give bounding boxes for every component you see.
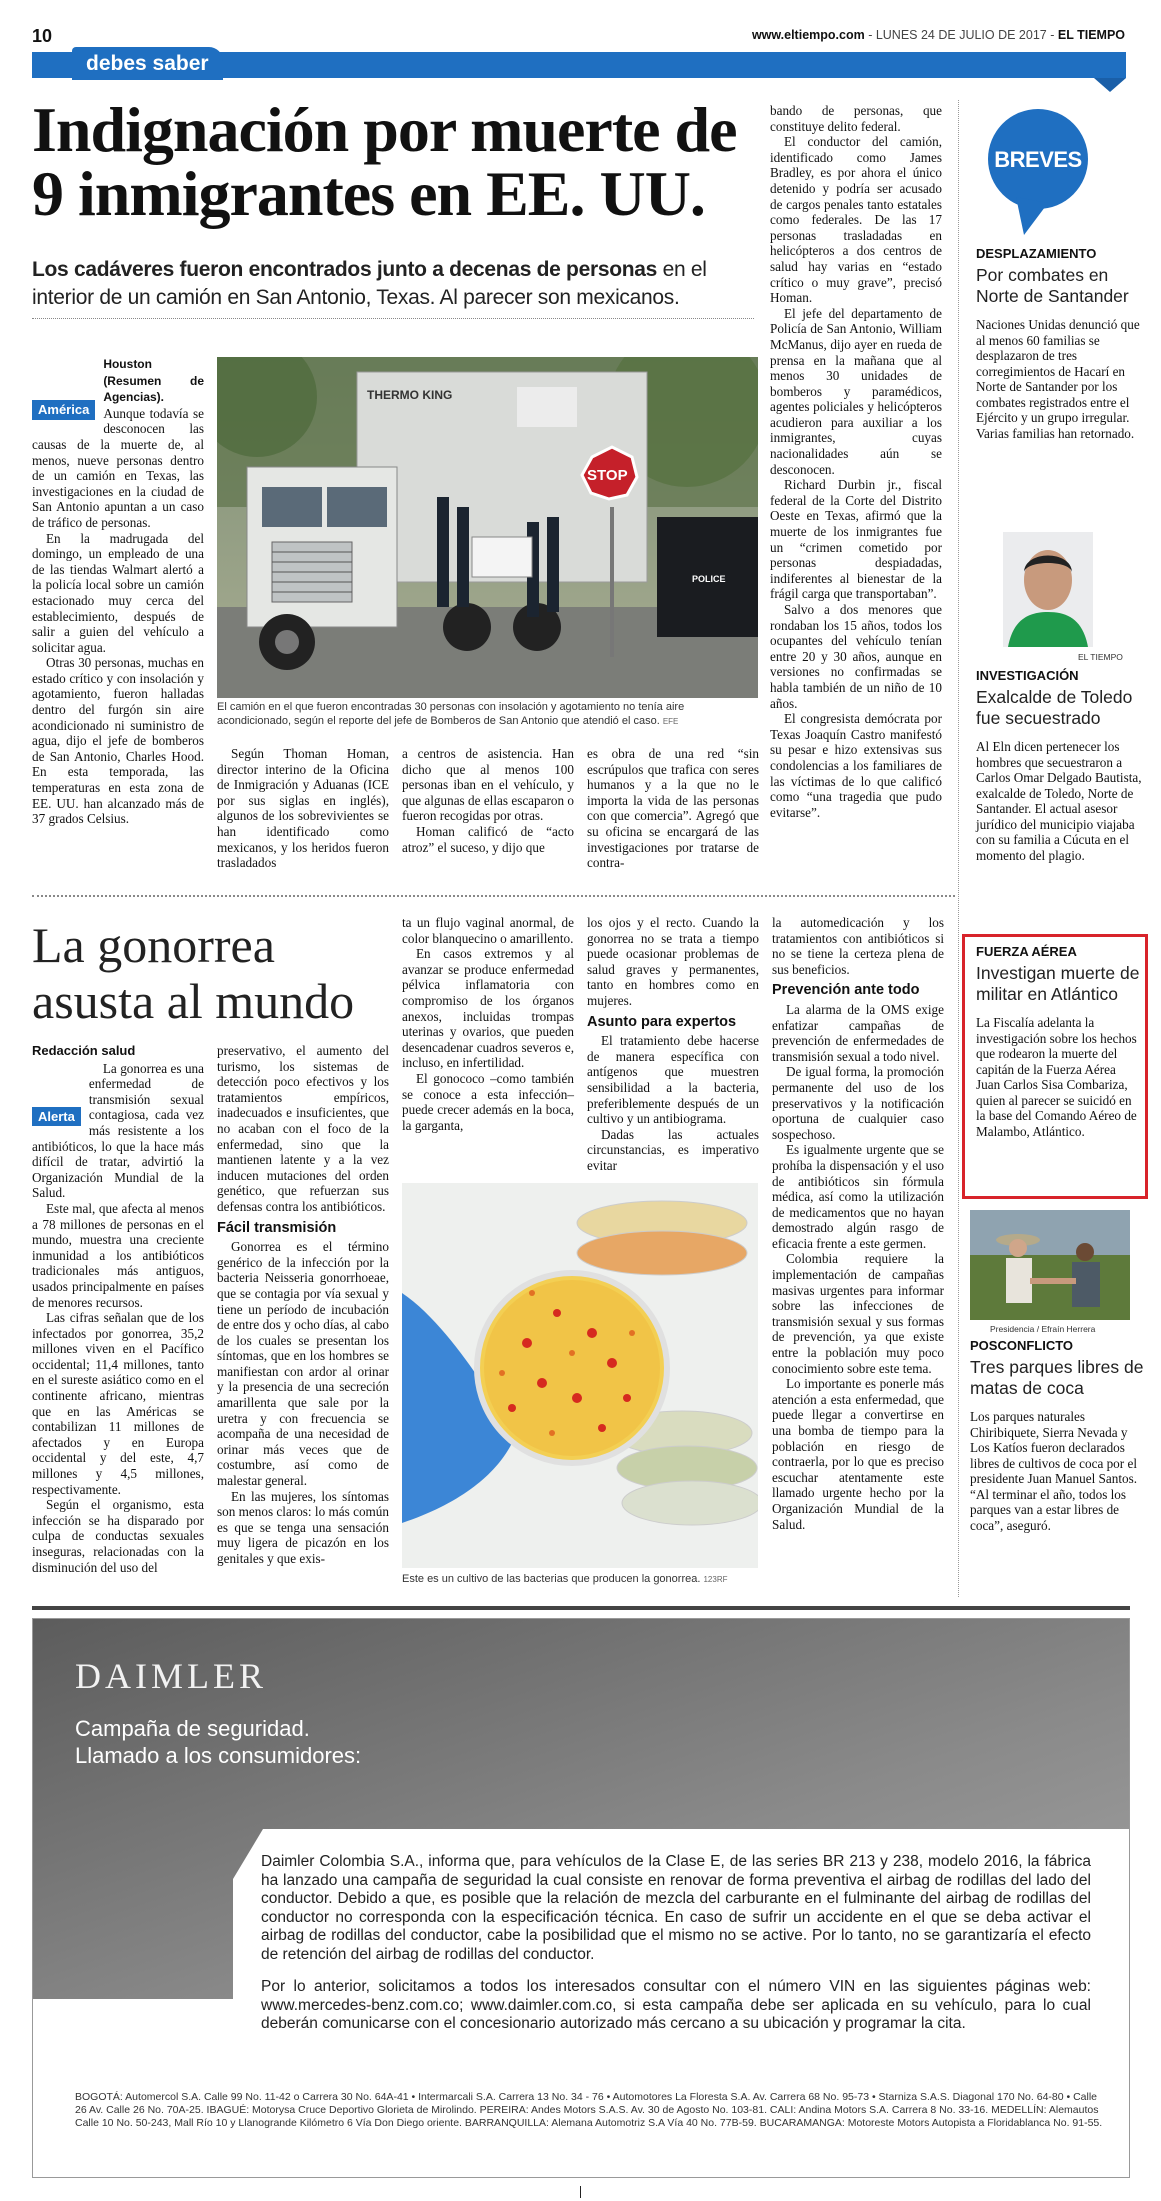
article1-right-p2: El conductor del camión, identificado como James Bradley, es por ahora el único detenido y podría ser acusado de cargos penales tanto estatales como federales. De las 17 personas trasladadas en helicópteros a dos centros de salud hay varias en “estado crítico o muy grave”, precisó Homan. xyxy=(770,134,942,306)
brief-4-title[interactable]: Tres parques libres de matas de coca xyxy=(970,1357,1144,1398)
article2-headline xyxy=(32,917,354,1029)
article2-col4-p2: El tratamiento debe hacerse de manera específica con antígenos que muestren sensibilidad a la bacteria, preferiblemente después de un cultivo y un antibiograma. xyxy=(587,1033,759,1127)
police-car-text: POLICE xyxy=(692,574,726,584)
article-divider xyxy=(32,895,955,897)
section-bar-arrow xyxy=(1094,78,1126,92)
article2-col3-p3: El gonococo –como también se conoce a esta infección– puede crecer además en la boca, la garganta, xyxy=(402,1070,574,1133)
article2-col2-p3: En las mujeres, los síntomas son menos claros: lo más común es que se tenga una sensación muy ligera de picazón en los genitales y que exis- xyxy=(217,1488,389,1566)
brief-3-body: La Fiscalía adelanta la investigación sobre los hechos que rodearon la muerte del capitán de la Fuerza Aérea Juan Carlos Sisa Combariza, quien al parecer se suicidó en la base del Comando Aéreo de Malambo, Atlántico. xyxy=(976,1015,1137,1139)
section-title: debes saber xyxy=(86,52,209,75)
brief-3-title[interactable]: Investigan muerte de militar en Atlántico xyxy=(976,963,1140,1004)
brief-1-category: DESPLAZAMIENTO xyxy=(976,246,1097,261)
article2-col5-p2: La alarma de la OMS exige enfatizar campañas de prevención de enfermedades de transmisión sexual a todo nivel. xyxy=(772,1001,944,1064)
article1-photo-caption xyxy=(217,701,758,728)
article1-dateline: Houston (Resumen de Agencias). xyxy=(103,357,204,405)
brief-1 xyxy=(976,246,1152,441)
article1-col1-p2: En la madrugada del domingo, un empleado de una de las tiendas Walmart alertó a la policía local sobre un camión estacionado muy cerca del establecimiento, después de salir a guien del vehículo a solicitar agua. xyxy=(32,530,204,655)
article1-right-p5: Salvo a dos menores que rondaban los 15 años, todos los ocupantes del vehículo tenían entre 20 y 30 años, aunque en versiones no confirmadas se habla también de un niño de 10 años. xyxy=(770,602,942,711)
brief-2 xyxy=(976,668,1152,863)
article1-col1-text1: Aunque todavía se desconocen las causas de la muerte de, al menos, nueve personas dentro de un camión en Texas, las investigaciones en la ciudad de San Antonio apuntan a un caso de tráfico de personas. xyxy=(32,405,204,530)
article1-deck-rule xyxy=(32,318,754,319)
article1-right-p4: Richard Durbin jr., fiscal federal de la Corte del Distrito Oeste en Texas, afirmó que la muerte de los inmigrantes fue un “crimen cometido por personas despiadadas, indiferentes al bienestar de la frágil carga que transportaban”. xyxy=(770,477,942,602)
article1-col1-p1 xyxy=(32,356,204,531)
article2-col1-p4: Según el organismo, esta infección se ha disparado por culpa de conductas sexuales inseguras, relacionadas con la disminución del uso del xyxy=(32,1497,204,1575)
brief-4-category: POSCONFLICTO xyxy=(970,1338,1074,1353)
article1-caption-credit: EFE xyxy=(662,716,679,726)
brief-2-title[interactable]: Exalcalde de Toledo fue secuestrado xyxy=(976,687,1133,728)
article1-headline xyxy=(32,94,737,229)
article2-headline-line1: La gonorrea xyxy=(32,917,275,973)
article1-caption-text: El camión en el que fueron encontradas 30 personas con insolación y agotamiento no tenía aire acondicionado, según el reporte del jefe de Bomberos de San Antonio que atendió el caso. xyxy=(217,701,685,727)
article1-col2 xyxy=(217,746,389,871)
article2-col5-p3: De igual forma, la promoción permanente del uso de los preservativos y la notificación oportuna de cualquier caso sospechoso. xyxy=(772,1064,944,1142)
brief-2-photo-portrait xyxy=(1003,532,1093,647)
article2-col5 xyxy=(772,915,944,1532)
article2-byline: Redacción salud xyxy=(32,1043,136,1058)
article2-col2-p2: Gonorrea es el término genérico de la infección por la bacteria Neisseria gonorrhoeae, que se contagia por vía sexual y tiene un período de incubación de entre dos y ocho días, al cabo de los cuales se presentan los síntomas, que en los hombres se manifiestan con ardor al orinar y la presencia de una secreción amarillenta que sale por la uretra y con frecuencia se acompaña de una necesidad de orinar más veces que de costumbre, así como de malestar general. xyxy=(217,1239,389,1489)
ad-brand-logo[interactable]: DAIMLER xyxy=(75,1656,267,1696)
ad-body-p1: Daimler Colombia S.A., informa que, para vehículos de la Clase E, de las series BR 213 y 238, modelo 2016, la fábrica ha lanzado una campaña de seguridad la cual consiste en renovar de forma preventiva el airbag de rodillas del lado del conductor. Debido a que, es posible que la relación de mezcla del carburante en el fulminante del airbag de rodillas del conductor no corresponda con la especificación técnica. En caso de sufrir un accidente en el que se deba activar el airbag de rodillas del conductor, cabe la posibilidad que el mismo no se active. Por lo tanto, no se garantizaría el efecto de retención del airbag de rodillas del conductor. xyxy=(261,1853,1091,1963)
article1-headline-line2: 9 inmigrantes en EE. UU. xyxy=(32,158,705,229)
article2-col3-p1: ta un flujo vaginal anormal, de color blanquecino o amarillento. xyxy=(402,915,574,946)
ad-divider xyxy=(32,1606,1130,1610)
brief-4 xyxy=(970,1338,1146,1533)
article2-subhead-2: Asunto para expertos xyxy=(587,1013,737,1030)
page-bottom-mark xyxy=(580,2186,581,2198)
article2-caption-credit: 123RF xyxy=(703,1575,728,1584)
handshake-photo-svg xyxy=(970,1210,1130,1320)
article1-col4-p1: es obra de una red “sin escrúpulos que trafica con seres humanos y a la que no le importa la vida de las personas con que comercia”. Agregó que su oficina se encargará de las investigaciones por tratarse de contra- xyxy=(587,746,759,871)
article1-col1-p3: Otras 30 personas, muchas en estado crítico y con insolación y agotamiento, fueron halladas dentro del furgón sin aire acondicionado ni suministro de agua, dijo el jefe de bomberos de San Antonio, Charles Hood. En esta temporada, las temperaturas en esta zona de EE. UU. han alcanzado más de 37 grados Celsius. xyxy=(32,655,204,827)
article2-headline-line2: asusta al mundo xyxy=(32,973,355,1029)
article2-col1-p1: La gonorrea es una enfermedad de transmisión sexual contagiosa, cada vez más resistente a los antibióticos, lo que la hace más difícil de tratar, advirtió la Organización Mundial de la Salud. xyxy=(32,1060,204,1201)
ad-frame xyxy=(32,1618,1130,2178)
breves-divider xyxy=(958,100,959,1597)
article1-right-p6: El congresista demócrata por Texas Joaquín Castro manifestó su pesar e hizo extensivas sus condolencias a los familiares de las víctimas de lo que calificó como “una tragedia que pudo evitarse”. xyxy=(770,711,942,820)
article2-col4-p3: Dadas las actuales circunstancias, es imperativo evitar xyxy=(587,1126,759,1173)
brief-2-photo-credit: EL TIEMPO xyxy=(1078,652,1123,662)
article1-col1 xyxy=(32,356,204,827)
ad-dealers: BOGOTÁ: Automercol S.A. Calle 99 No. 11-42 o Carrera 30 No. 64A-41 • Intermarcali S.A. Carrera 13 No. 34 - 76 • Automotores La Floresta S.A. Av. Carrera 68 No. 95-73 • Starniza S.A.S. Diagonal 170 No. 64-80 • Calle 26 Av. Calle 26 No. 70A-25. IBAGUÉ: Motorysa Cruce Deportivo Glorieta de Mirolindo. PEREIRA: Andes Motors S.A.S. Av. 30 de Agosto No. 103-81. CALI: Andina Motors S.A. Carrera 8 No. 33-16. MEDELLÍN: Alemautos Calle 10 No. 50-243, Mall Río 10 y Llanogrande Kilómetro 6 Vía Don Diego oriente. BARRANQUILLA: Alemana Automotriz S.A Vía 40 No. 77B-59. BUCARAMANGA: Motoreste Motors Autopista a Floridablanca No. 91-55. xyxy=(75,2091,1103,2129)
ad-headline-line1: Campaña de seguridad. xyxy=(75,1716,310,1741)
brief-1-body: Naciones Unidas denunció que al menos 60 familias se desplazaron de tres corregimientos de Hacarí en Norte de Santander por los combates registrados entre el Ejército y un grupo irregular. Varias familias han retornado. xyxy=(976,317,1140,441)
masthead-line xyxy=(752,28,1125,42)
article1-headline-line1: Indignación por muerte de xyxy=(32,94,737,165)
article1-col3-p1: a centros de asistencia. Han dicho que al menos 100 personas iban en el vehículo, y que algunas de ellas escaparon o fueron recogidas por otras. xyxy=(402,746,574,824)
article1-col3 xyxy=(402,746,574,855)
article2-caption-text: Este es un cultivo de las bacterias que producen la gonorrea. xyxy=(402,1573,701,1585)
article1-tag-wrap xyxy=(32,400,95,420)
article2-col5-p4: Es igualmente urgente que se prohíba la dispensación y el uso de antibióticos sin fórmula médica, así como la utilización de medicamentos que no hayan demostrado algún rasgo de eficacia frente a este germen. xyxy=(772,1142,944,1251)
truck-brand-text: THERMO KING xyxy=(367,388,453,402)
brief-3-category: FUERZA AÉREA xyxy=(976,944,1077,959)
brief-2-body: Al Eln dicen pertenecer los hombres que secuestraron a Carlos Omar Delgado Bautista, exalcalde de Toledo, Norte de Santander. El actual asesor jurídico del municipio viajaba con su familia a Cúcuta en el momento del plagio. xyxy=(976,739,1142,863)
brief-4-body: Los parques naturales Chiribiquete, Sierra Nevada y Los Katíos fueron declarados libres de cultivos de coca por el presidente Juan Manuel Santos. “Al terminar el año, todos los parques van a estar libres de coca”, aseguró. xyxy=(970,1409,1138,1533)
article2-photo-caption xyxy=(402,1573,762,1587)
article2-col3-p2: En casos extremos y al avanzar se produce enfermedad pélvica inflamatoria con compromiso de los órganos anexos, incluidas trompas uterinas y ovarios, que pueden desencadenar cuadros severos e, incluso, en infertilidad. xyxy=(402,946,574,1071)
ad-headline xyxy=(75,1715,361,1769)
article2-photo-petri xyxy=(402,1183,758,1568)
stop-sign-text: STOP xyxy=(587,467,628,484)
article2-col5-p6: Lo importante es ponerle más atención a esta enfermedad, que puede llegar a convertirse en una bomba de tiempo para la población en riesgo de contraerla, por lo que es preciso escuchar atentamente este llamado urgente hecho por la Organización Mundial de la Salud. xyxy=(772,1376,944,1532)
article2-col5-p1: la automedicación y los tratamientos con antibióticos si no se tiene la certeza plena de sus beneficios. xyxy=(772,915,944,977)
article2-col2 xyxy=(217,1043,389,1567)
page-number: 10 xyxy=(32,26,53,46)
article1-right-p1: bando de personas, que constituye delito federal. xyxy=(770,103,942,134)
article2-subhead-3: Prevención ante todo xyxy=(772,982,920,999)
article1-right-col xyxy=(770,103,942,820)
article2-tag: Alerta xyxy=(32,1107,81,1127)
truck-photo-svg xyxy=(217,357,758,698)
portrait-photo-svg xyxy=(1003,532,1093,647)
article2-tag-wrap xyxy=(32,1107,81,1127)
article2-col1-p3: Las cifras señalan que de los infectados por gonorrea, 35,2 millones viven en el Pacífico occidental; 11,4 millones, tanto en el sureste asiático como en el continente africano, mientras que en las Américas se contabilizan 11 millones de afectados y en Europa occidental y del este, 4,7 millones y 4,5 millones, respectivamente. xyxy=(32,1310,204,1497)
article1-deck-bold: Los cadáveres fueron encontrados junto a decenas de personas xyxy=(32,258,658,281)
paper-name: EL TIEMPO xyxy=(1057,28,1125,42)
ad-headline-line2: Llamado a los consumidores: xyxy=(75,1743,362,1768)
article1-col3-p2: Homan calificó de “acto atroz” el suceso, y dijo que xyxy=(402,823,574,855)
article1-tag: América xyxy=(32,400,95,420)
article2-col2-p1: preservativo, el aumento del turismo, los sistemas de detección poco efectivos y los tratamientos empíricos, inadecuados e insuficientes, que no acaban con el foco de la enfermedad, sino que la mantienen latente y a la vez inducen mutaciones del orden genético, que refuerzan sus defensas contra los antibióticos. xyxy=(217,1043,389,1214)
brief-4-photo xyxy=(970,1210,1130,1320)
petri-photo-svg xyxy=(402,1183,758,1568)
article1-deck xyxy=(32,256,754,312)
article2-col4 xyxy=(587,915,759,1174)
article2-col5-p5: Colombia requiere la implementación de campañas masivas urgentes para informar sobre las infecciones de transmisión sexual y sus formas de prevención, ya que existe entre la población muy poco conocimiento sobre este tema. xyxy=(772,1251,944,1376)
article2-col1 xyxy=(32,1043,204,1575)
article2-subhead-1: Fácil transmisión xyxy=(217,1219,337,1236)
article2-col3 xyxy=(402,915,574,1133)
ad-body xyxy=(261,1853,1091,2034)
page-date: - LUNES 24 DE JULIO DE 2017 - xyxy=(864,28,1058,42)
article1-deck-rest: en el interior de un camión en San Antonio, Texas. Al parecer son mexicanos. xyxy=(32,258,707,309)
article1-col4 xyxy=(587,746,759,871)
article1-col2-p1: Según Thoman Homan, director interino de la Oficina de Inmigración y Aduanas (ICE por sus siglas en inglés), algunos de los sobrevivientes se han identificado como mexicanos, y los heridos fueron trasladados xyxy=(217,746,389,871)
site-url[interactable]: www.eltiempo.com xyxy=(751,28,865,42)
section-tab xyxy=(72,47,223,80)
breves-badge xyxy=(986,107,1090,217)
breves-badge-label: BREVES xyxy=(994,147,1082,172)
brief-3 xyxy=(976,944,1142,1139)
article1-photo-truck xyxy=(217,357,758,698)
article1-right-p3: El jefe del departamento de Policía de San Antonio, William McManus, dijo ayer en rueda de prensa en la mañana que al menos 30 unidades de bomberos y paramédicos, agentes policiales y helicópteros acudieron para auxiliar a los inmigrantes, cuyas nacionalidades aún se desconocen. xyxy=(770,305,942,477)
article2-col1-p2: Este mal, que afecta al menos a 78 millones de personas en el mundo, muestra una creciente inmunidad a los antibióticos tradicionales más antiguos, usados principalmente en países de menores recursos. xyxy=(32,1200,204,1310)
ad-body-p2: Por lo anterior, solicitamos a todos los interesados consultar con el número VIN en las siguientes páginas web: www.mercedes-benz.com.co; www.daimler.com.co, si esta campaña debe ser aplicada en su vehículo, para lo cual deberán comunicarse con el concesionario autorizado más cercano a su ubicación y programar la cita. xyxy=(261,1978,1091,2032)
brief-4-photo-credit: Presidencia / Efraín Herrera xyxy=(990,1324,1096,1334)
article2-col4-p1: los ojos y el recto. Cuando la gonorrea no se trata a tiempo puede ocasionar problemas de salud graves y permanentes, tanto en hombres como en mujeres. xyxy=(587,915,759,1008)
brief-2-category: INVESTIGACIÓN xyxy=(976,668,1079,683)
brief-1-title[interactable]: Por combates en Norte de Santander xyxy=(976,265,1129,306)
